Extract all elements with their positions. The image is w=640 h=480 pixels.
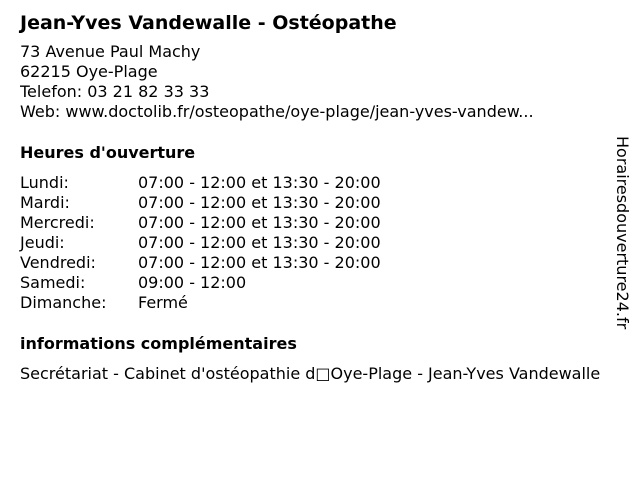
hours-row-sunday	[20, 293, 600, 313]
day-label: Mercredi:	[20, 213, 95, 232]
business-name: Jean-Yves Vandewalle - Ostéopathe	[20, 12, 397, 34]
day-label: Vendredi:	[20, 253, 96, 272]
day-label: Dimanche:	[20, 293, 107, 312]
address-line-1: 73 Avenue Paul Machy	[20, 42, 201, 61]
website: Web: www.doctolib.fr/osteopathe/oye-plage/jean-yves-vandew...	[20, 102, 534, 121]
hours-row-tuesday	[20, 193, 600, 213]
day-label: Mardi:	[20, 193, 70, 212]
day-label: Samedi:	[20, 273, 86, 292]
hours-row-saturday	[20, 273, 600, 293]
additional-info-heading: informations complémentaires	[20, 334, 297, 353]
day-hours: 09:00 - 12:00	[138, 273, 247, 292]
business-card	[20, 10, 600, 384]
phone-number: Telefon: 03 21 82 33 33	[20, 82, 210, 101]
day-hours: 07:00 - 12:00 et 13:30 - 20:00	[138, 173, 381, 192]
day-label: Lundi:	[20, 173, 69, 192]
hours-row-monday	[20, 173, 600, 193]
additional-info-text: Secrétariat - Cabinet d'ostéopathie d□Oye-Plage - Jean-Yves Vandewalle	[20, 364, 601, 383]
day-hours: 07:00 - 12:00 et 13:30 - 20:00	[138, 233, 381, 252]
hours-row-wednesday	[20, 213, 600, 233]
day-hours: 07:00 - 12:00 et 13:30 - 20:00	[138, 253, 381, 272]
day-hours: 07:00 - 12:00 et 13:30 - 20:00	[138, 213, 381, 232]
day-hours: 07:00 - 12:00 et 13:30 - 20:00	[138, 193, 381, 212]
opening-hours-heading: Heures d'ouverture	[20, 143, 196, 162]
day-label: Jeudi:	[20, 233, 65, 252]
day-hours: Fermé	[138, 293, 188, 312]
hours-row-thursday	[20, 233, 600, 253]
watermark-text: Horairesdouverture24.fr	[613, 136, 632, 330]
hours-row-friday	[20, 253, 600, 273]
site-watermark	[612, 136, 634, 346]
address-line-2: 62215 Oye-Plage	[20, 62, 158, 81]
